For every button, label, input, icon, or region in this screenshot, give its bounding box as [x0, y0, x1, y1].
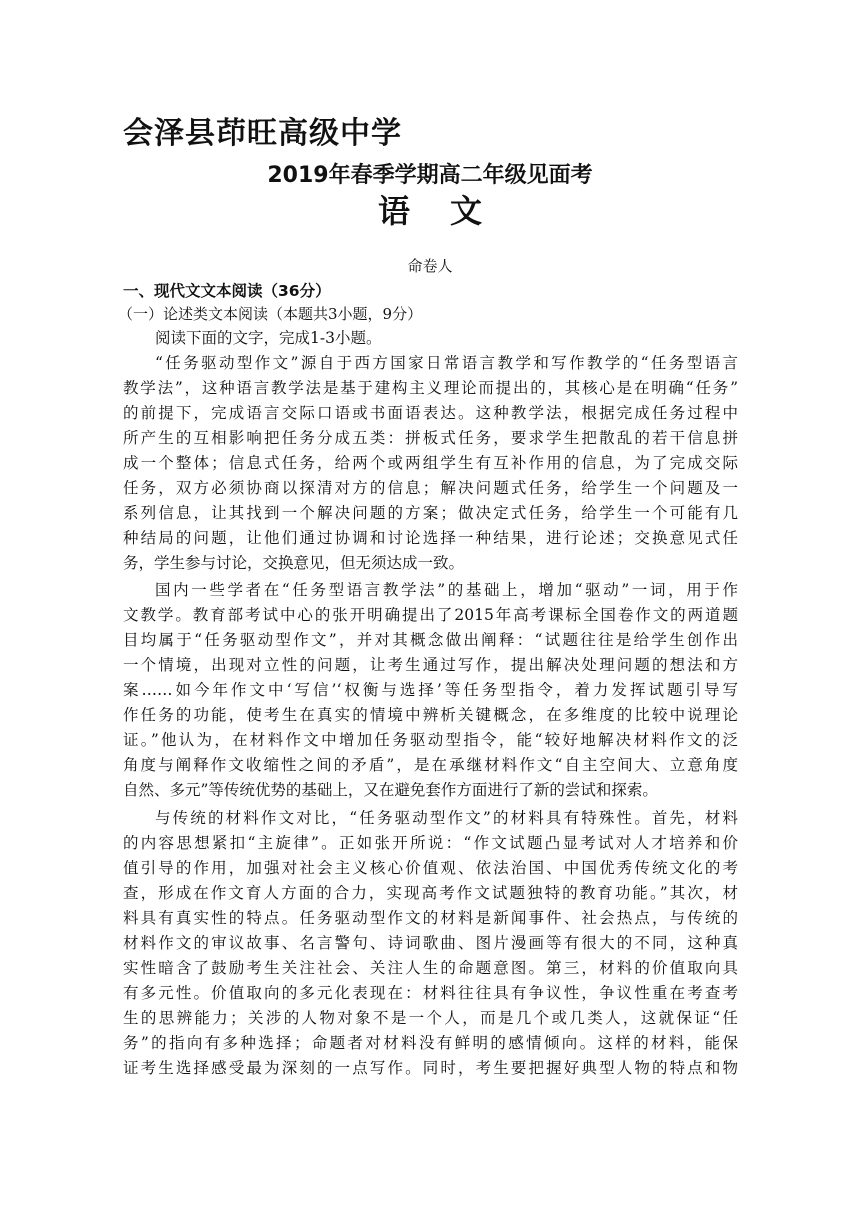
passage-line: 案……如今年作文中‘写信’‘权衡与选择’等任务型指令，着力发挥试题引导写 [123, 681, 738, 699]
passage-line: 一个情境，出现对立性的问题，让考生通过写作，提出解决处理问题的想法和方 [123, 656, 738, 674]
school-name: 会泽县茚旺高级中学 [123, 116, 402, 151]
passage-line: 国内一些学者在“任务型语言教学法”的基础上，增加“驱动”一词，用于作 [155, 581, 738, 599]
passage-line: 材料作文的审议故事、名言警句、诗词歌曲、图片漫画等有很大的不同，这种真 [123, 934, 738, 952]
passage-line: 自然、多元”等传统优势的基础上，又在避免套作方面进行了新的尝试和探索。 [123, 781, 658, 799]
passage-line: 实性暗含了鼓励考生关注社会、关注人生的命题意图。第三，材料的价值取向具 [123, 959, 738, 977]
passage-line: 证考生选择感受最为深刻的一点写作。同时，考生要把握好典型人物的特点和物 [123, 1059, 738, 1077]
passage-line: 证。”他认为，在材料作文中增加任务驱动型指令，能“较好地解决材料作文的泛 [123, 731, 738, 749]
passage-line: 成一个整体；信息式任务，给两个或两组学生有互补作用的信息，为了完成交际 [123, 454, 738, 472]
subject-char-2: 文 [450, 192, 483, 230]
passage-line: 的内容思想紧扣“主旋律”。正如张开所说：“作文试题凸显考试对人才培养和价 [123, 834, 738, 852]
passage-line: 查，形成在作文育人方面的合力，实现高考作文试题独特的教育功能。”其次，材 [123, 884, 738, 902]
passage-line: 作任务的功能，使考生在真实的情境中辨析关键概念，在多维度的比较中说理论 [123, 706, 738, 724]
passage-line: 种结局的问题，让他们通过协调和讨论选择一种结果，进行论述；交换意见式任 [123, 529, 738, 547]
passage-line: 系列信息，让其找到一个解决问题的方案；做决定式任务，给学生一个可能有几 [123, 504, 738, 522]
subject-title [0, 186, 860, 232]
passage-line: 教学法”，这种语言教学法是基于建构主义理论而提出的，其核心是在明确“任务” [123, 379, 738, 397]
passage-line: 角度与阐释作文收缩性之间的矛盾”，是在承继材料作文“自主空间大、立意角度 [123, 756, 738, 774]
passage-line: 的前提下，完成语言交际口语或书面语表达。这种教学法，根据完成任务过程中 [123, 404, 738, 422]
passage-line: 所产生的互相影响把任务分成五类：拼板式任务，要求学生把散乱的若干信息拼 [123, 429, 738, 447]
passage-line: 与传统的材料作文对比，“任务驱动型作文”的材料具有特殊性。首先，材料 [155, 809, 738, 827]
passage-line: 务”的指向有多种选择；命题者对材料没有鲜明的感情倾向。这样的材料，能保 [123, 1034, 738, 1052]
passage-line: 目均属于“任务驱动型作文”，并对其概念做出阐释：“试题往往是给学生创作出 [123, 631, 738, 649]
passage-line: 值引导的作用，加强对社会主义核心价值观、依法治国、中国优秀传统文化的考 [123, 859, 738, 877]
exam-title: 2019年春季学期高二年级见面考 [267, 163, 593, 188]
passage-line: 文教学。教育部考试中心的张开明确提出了2015年高考课标全国卷作文的两道题 [123, 606, 738, 624]
section-heading: 一、现代文文本阅读（36分） [123, 282, 331, 300]
passage-line: “任务驱动型作文”源自于西方国家日常语言教学和写作教学的“任务型语言 [155, 354, 738, 372]
passage-line: 务，学生参与讨论，交换意见，但无须达成一致。 [123, 554, 465, 572]
passage-line: 有多元性。价值取向的多元化表现在：材料往往具有争议性，争议性重在考查考 [123, 984, 738, 1002]
passage-line: 料具有真实性的特点。任务驱动型作文的材料是新闻事件、社会热点，与传统的 [123, 909, 738, 927]
author-label: 命卷人 [407, 257, 453, 275]
subsection-heading: （一）论述类文本阅读（本题共3小题，9分） [118, 305, 423, 323]
subject-char-1: 语 [377, 192, 410, 230]
passage-line: 任务，双方必须协商以探清对方的信息；解决问题式任务，给学生一个问题及一 [123, 479, 738, 497]
passage-line: 阅读下面的文字，完成1-3小题。 [155, 329, 382, 347]
passage-line: 生的思辨能力；关涉的人物对象不是一个人，而是几个或几类人，这就保证“任 [123, 1009, 738, 1027]
